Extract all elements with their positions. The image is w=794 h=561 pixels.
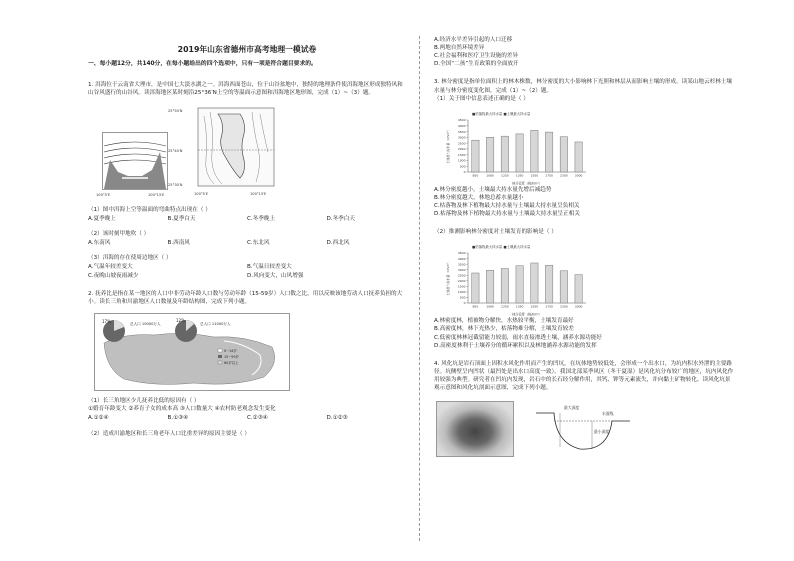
- y-tick-label: 4500: [457, 251, 466, 256]
- q1-sub2-options: [88, 239, 406, 247]
- q3-chart1-wrapper: [434, 108, 734, 186]
- section-instructions: 一、每小题12分，共140分，在每小题给出的四个选项中，只有一项是符合题目要求的。: [88, 61, 317, 68]
- y-tick-label: 4000: [457, 257, 466, 262]
- pie-right-label: 总人口 11000万人: [200, 321, 231, 326]
- bar-3000: [575, 275, 582, 303]
- y-tick-label: 4000: [457, 123, 466, 128]
- bar-1750: [545, 132, 552, 172]
- q2-sub1-options: [88, 414, 406, 422]
- question-4: [434, 360, 734, 461]
- option-b[interactable]: B.西南风: [167, 240, 190, 247]
- section-lon-left: 100°5′E: [96, 192, 111, 197]
- bar-1750: [545, 266, 552, 304]
- x-tick-label: 1060: [486, 304, 494, 309]
- x-tick-label: 1750: [545, 304, 553, 309]
- y-tick-label: 3000: [457, 268, 466, 273]
- map-lat-mid: 25°40′N: [168, 148, 183, 153]
- y-tick-label: 500: [459, 164, 466, 169]
- x-tick-label: 1750: [545, 173, 553, 178]
- bar-850: [472, 140, 479, 172]
- option-b[interactable]: B.①③④: [167, 415, 189, 422]
- y-tick-label: 500: [459, 295, 466, 300]
- bar-1060: [486, 137, 493, 172]
- bar-1060: [486, 271, 493, 304]
- x-tick-label: 1550: [530, 304, 539, 309]
- y-tick-label: 1000: [457, 290, 466, 295]
- y-tick-label: 2000: [457, 279, 466, 284]
- option-a[interactable]: A.夏季晚上: [88, 216, 116, 223]
- bar-1550: [531, 130, 538, 172]
- label-max-depth: 最大深度: [564, 405, 580, 411]
- option-b[interactable]: B.夏季白天: [167, 216, 196, 223]
- y-tick-label: 3000: [457, 135, 466, 140]
- legend-item-0-14: 0~14岁: [224, 348, 237, 353]
- option-c[interactable]: C.东北风: [247, 240, 270, 247]
- y-tick-label: 3500: [457, 129, 466, 134]
- option-d[interactable]: D.枯落物及林下植物最大持水量与土壤最大持水量呈正相关: [434, 211, 580, 218]
- x-tick-label: 850: [472, 304, 479, 309]
- pie-left-pct: 17%: [102, 318, 111, 324]
- q3-sub1-options: [434, 186, 734, 218]
- right-column: [434, 36, 734, 461]
- option-c[interactable]: C.冬季晚上: [247, 216, 276, 223]
- x-tick-label: 2300: [560, 304, 568, 309]
- label-water-line: 水面线: [602, 411, 614, 417]
- option-a[interactable]: A.东南风: [88, 240, 111, 247]
- option-a[interactable]: A.林密度林，植被物分解快，水热较平衡，土壤发育最好: [434, 318, 574, 325]
- q1-sub1-options: [88, 215, 406, 223]
- q2-stem: 2. 抚养比是指在某一地区的人口中非劳动年龄人口数与劳动年龄（15-59岁）人口数之比，用以反映该地劳动人口抚养负担的大小。读长三角和川渝地区人口数量及年龄结构图，完成下列小题。: [88, 290, 403, 305]
- option-d[interactable]: D.高密度林利于土壤养分的循环累积以及林地涵养水源功能的发挥: [434, 342, 597, 349]
- q1-sub3-options: [88, 263, 406, 279]
- x-tick-label: 1250: [501, 304, 509, 309]
- y-tick-label: 1500: [457, 152, 466, 157]
- x-tick-label: 850: [472, 173, 479, 178]
- option-b[interactable]: B.林分密度越大，林地总蓄水量越小: [434, 194, 524, 201]
- option-c[interactable]: C.夜晚山坡夜雨减少: [88, 272, 139, 279]
- map-lon-labels: [192, 188, 282, 198]
- y-tick-label: 1500: [457, 284, 466, 289]
- y-tick-label: 4500: [457, 117, 466, 122]
- exam-title: 2019年山东省德州市高考地理一模试卷: [177, 45, 317, 54]
- option-d[interactable]: D.全国“二孩”生育政策的全面放开: [434, 61, 519, 68]
- q3-sub2: （2）推测影响林分密度对土壤发育的影响是（ ）: [434, 229, 557, 236]
- y-axis-label: 土壤最大持水量（t/hm²）: [446, 260, 450, 296]
- q1-stem: 1. 洱海位于云南省大理市，是中国七大淡水湖之一。洱海西面苍山，位于山谷盆地中，独特的地理条件使洱海地区形成独特风和山谷风盛行的山谷风。读洱海地区某时刻沿25°36′N上空的等温面示意图和洱海地区地形图，完成（1）~（3）题。: [88, 81, 403, 96]
- label-min-depth: 最小深度: [594, 429, 610, 435]
- pie-right-pct: 12%: [176, 317, 185, 323]
- q3-sub1: （1）关于图中信息表述正确的是（ ）: [434, 95, 529, 102]
- option-c[interactable]: C.社会福利和医疗卫生设施的差异: [434, 53, 518, 60]
- legend-item-60plus: 60岁以上: [224, 360, 239, 365]
- q3-sub2-options: [434, 317, 734, 349]
- q2-sub1-items: ①婚育年龄变大 ②养育子女的成本高 ③人口数量大 ④农村防老观念发生变化: [88, 406, 276, 412]
- x-tick-label: 1250: [501, 173, 509, 178]
- population-map: [94, 313, 290, 391]
- option-c[interactable]: C.②③④: [247, 415, 268, 422]
- option-d[interactable]: D.①②③: [326, 415, 348, 422]
- option-a[interactable]: A.气温年较差变大: [88, 264, 133, 271]
- bar-1550: [531, 263, 538, 303]
- map-lon-right: 100°15′E: [250, 191, 267, 196]
- option-b[interactable]: B.高密度林，林下光热少，枯落物难分解，土壤发育较差: [434, 326, 574, 333]
- bar-1250: [501, 269, 508, 303]
- option-b[interactable]: B.气温日较差变大: [247, 264, 292, 271]
- q3-stem: 3. 林分密度是指单位面积上的林木株数，林分密度的大小影响林下光照和林层从而影响土壤的形成。读某山地云杉林土壤水量与林分密度变化图，完成（1）~（2）题。: [434, 79, 732, 94]
- option-d[interactable]: D.西北风: [326, 240, 350, 247]
- q4-figure: [434, 397, 734, 461]
- q1-sub1: （1）图中洱海上空等温面的弯曲特点出现在（ ）: [88, 206, 211, 213]
- bar-3000: [575, 142, 582, 172]
- bar-850: [472, 273, 479, 303]
- y-tick-label: 0: [463, 301, 466, 306]
- bar-2300: [560, 137, 567, 172]
- x-tick-label: 2300: [560, 173, 568, 178]
- option-c[interactable]: C.低密度林林冠截留能力较弱，雨水直接渗透土壤，涵养水源功能好: [434, 334, 602, 341]
- y-tick-label: 0: [463, 169, 466, 174]
- pie-left-label: 总人口 10000万人: [130, 321, 161, 326]
- left-column: [88, 0, 406, 438]
- x-tick-label: 3000: [574, 304, 583, 309]
- weathering-pit-section: [530, 399, 640, 459]
- q4-stem: 4. 风化坑是岩石顶面上因积水风化作用而产生的凹坑，在坑体地势较低处，会形成一个出水口，为坑内积水外泄的主要路径。坑侧壁呈内凹状（最凹处是出水口高度一致）。我国北部某季风区（冬干夏湿）是风化坑分布较广的地区，坑内风化作用较强为典型。研究者在凹坑内发现，岩石中的长石经分解作用，其钙、钾等元素流失，并向黏土矿物转化。读风化坑景观示意图和风化坑剖面示意图，完成下列小题。: [434, 360, 734, 392]
- q3-chart2-wrapper: [434, 241, 734, 317]
- option-a[interactable]: A.①②④: [88, 415, 109, 422]
- option-a[interactable]: A.经济水平差异引起的人口迁移: [434, 37, 513, 43]
- x-tick-label: 1350: [515, 304, 524, 309]
- q1-sub3: （3）洱海的存在使周边地区（ ）: [88, 255, 172, 262]
- option-d[interactable]: D.风向变大，山风增强: [247, 272, 304, 279]
- bar-1350: [516, 134, 523, 172]
- q1-figure: [88, 102, 406, 200]
- chart-legend: ■枯落物最大持水量 ■土壤最大持水量: [472, 111, 531, 116]
- bar-1250: [501, 136, 508, 172]
- option-d[interactable]: D.冬季白天: [326, 216, 355, 223]
- weathering-pit-photo: [436, 401, 514, 457]
- y-tick-label: 3500: [457, 262, 466, 267]
- y-tick-label: 2500: [457, 273, 466, 278]
- map-lat-labels: [168, 102, 192, 198]
- question-3: [434, 78, 734, 349]
- q1-sub2: （2）该时刻甲地吹（ ）: [88, 231, 150, 238]
- option-b[interactable]: B.两地自然环境差异: [434, 45, 485, 52]
- q2-sub2-options: [434, 36, 734, 68]
- q2-figure: [88, 311, 406, 393]
- map-lat-top: 25°50′N: [168, 108, 183, 113]
- isotherm-section-diagram: [102, 132, 168, 190]
- column-divider: [419, 36, 420, 541]
- section-lon-right: 100°15′E: [148, 192, 165, 197]
- y-tick-label: 2000: [457, 146, 466, 151]
- map-lat-low: 25°30′N: [168, 182, 183, 187]
- x-tick-label: 1350: [515, 173, 524, 178]
- pie-yangtze: [175, 317, 197, 342]
- question-1: [88, 81, 406, 280]
- bar-2300: [560, 271, 567, 303]
- question-2: [88, 290, 406, 439]
- y-tick-label: 2500: [457, 141, 466, 146]
- erhai-terrain-map: [188, 102, 280, 194]
- x-tick-label: 1060: [486, 173, 494, 178]
- x-tick-label: 1550: [530, 173, 539, 178]
- x-axis-label: 林分密度（株/hm²）: [512, 181, 542, 186]
- x-axis-label: 林分密度（株/hm²）: [512, 312, 542, 317]
- option-a[interactable]: A.林分密度越小，土壤最大持水量先增后减趋势: [434, 186, 552, 193]
- y-tick-label: 1000: [457, 158, 466, 163]
- option-c[interactable]: C.枯落物及林下植物最大持水量与土壤最大持水量呈负相关: [434, 202, 580, 209]
- y-axis-label: 土壤最大持水量（t/hm²）: [446, 128, 450, 164]
- q2-sub2: （2）造成川渝地区和长三角老年人口比重差异的原因主要是（ ）: [88, 431, 250, 438]
- x-tick-label: 3000: [574, 173, 583, 178]
- q2-sub1: （1）长三角地区少儿抚养比低的原因有（ ）: [88, 397, 200, 404]
- forest-density-chart-2: [444, 241, 594, 317]
- bar-1350: [516, 266, 523, 303]
- forest-density-chart-1: [444, 108, 594, 186]
- chart-legend: ■枯落物最大持水量 ■土壤最大持水量: [472, 245, 531, 250]
- legend-item-15-59: 15~59岁: [224, 354, 239, 359]
- map-lon-left: 100°5′E: [194, 191, 209, 196]
